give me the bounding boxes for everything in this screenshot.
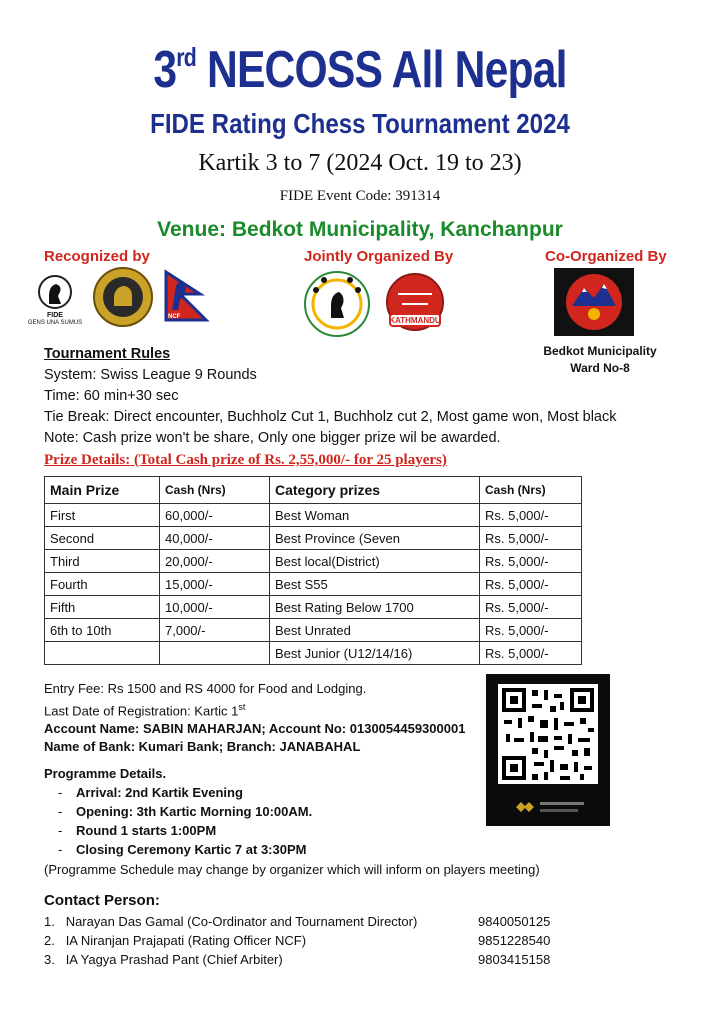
recognized-by-label: Recognized by [44, 248, 150, 265]
main-prize-cell: Fourth [45, 573, 160, 596]
table-row [45, 527, 582, 550]
contact-number: 3. [44, 952, 55, 967]
rules-system: System: Swiss League 9 Rounds [44, 367, 257, 383]
category-cell: Best Province (Seven [270, 527, 480, 550]
category-cell: Best Unrated [270, 619, 480, 642]
main-prize-cell: Fifth [45, 596, 160, 619]
category-cell: Best Rating Below 1700 [270, 596, 480, 619]
co-organizer-name-line1: Bedkot Municipality [543, 344, 657, 358]
bedkot-municipality-emblem [554, 268, 634, 336]
rules-time: Time: 60 min+30 sec [44, 388, 179, 404]
necoss-logo [298, 268, 376, 340]
main-cash-cell: 7,000/- [160, 619, 270, 642]
schedule-note: (Programme Schedule may change by organizer which will inform on players meeting) [44, 862, 540, 877]
kathmandu-chess-logo [384, 272, 446, 338]
fide-motto: GENS UNA SUMUS [27, 320, 83, 324]
category-cell: Best Woman [270, 504, 480, 527]
last-date-suffix: st [238, 702, 246, 712]
rules-tiebreak: Tie Break: Direct encounter, Buchholz Cut 1, Buchholz cut 2, Most game won, Most black [44, 409, 617, 425]
category-cell: Best Junior (U12/14/16) [270, 642, 480, 665]
last-date [44, 698, 465, 720]
title-edition: 3 [153, 41, 177, 99]
contact-name: IA Yagya Prashad Pant (Chief Arbiter) [65, 952, 283, 967]
account-details: Account Name: SABIN MAHARJAN; Account No: 0130054459300001 [44, 721, 466, 737]
contact-phone: 9851228540 [478, 933, 551, 948]
header-cash: Cash (Nrs) [160, 477, 270, 504]
fide-logo [20, 274, 90, 324]
programme-heading: Programme Details. [44, 766, 167, 781]
category-cash-cell: Rs. 5,000/- [480, 504, 582, 527]
venue: Venue: Bedkot Municipality, Kanchanpur [157, 218, 563, 241]
bank-logo-icon [512, 798, 592, 816]
main-cash-cell: 60,000/- [160, 504, 270, 527]
main-cash-cell: 40,000/- [160, 527, 270, 550]
programme-item: - Arrival: 2nd Kartik Evening [58, 783, 312, 802]
prize-table-header [45, 477, 582, 504]
ncf-logo [156, 266, 216, 326]
programme-item: - Closing Ceremony Kartic 7 at 3:30PM [58, 840, 312, 859]
prize-heading-total: (Total Cash prize of Rs. 2,55,000/- for 25 players) [130, 452, 447, 468]
event-code: FIDE Event Code: 391314 [279, 188, 441, 204]
programme-item: - Round 1 starts 1:00PM [58, 821, 312, 840]
table-row [45, 642, 582, 665]
main-prize-cell: Third [45, 550, 160, 573]
contact-name: IA Niranjan Prajapati (Rating Officer NCF) [65, 933, 307, 948]
category-cash-cell: Rs. 5,000/- [480, 573, 582, 596]
co-organizer-name-line2: Ward No-8 [570, 361, 630, 375]
main-prize-cell: Second [45, 527, 160, 550]
prize-heading-label: Prize Details: [44, 452, 131, 468]
programme-item: - Opening: 3th Kartic Morning 10:00AM. [58, 802, 312, 821]
contact-list [44, 912, 564, 969]
contact-name: Narayan Das Gamal (Co-Ordinator and Tournament Director) [65, 914, 418, 929]
main-cash-cell: 15,000/- [160, 573, 270, 596]
registration-info [44, 680, 465, 756]
table-row [45, 504, 582, 527]
category-cell: Best S55 [270, 573, 480, 596]
kathmandu-logo-text: KATHMANDU [389, 316, 441, 325]
fide-logo-text: FIDE [47, 312, 63, 319]
entry-fee: Entry Fee: Rs 1500 and RS 4000 for Food and Lodging. [44, 681, 367, 696]
contact-phone: 9840050125 [478, 914, 551, 929]
last-date-text: Last Date of Registration: Kartic 1 [44, 703, 239, 719]
prize-heading [44, 452, 447, 469]
main-prize-cell [45, 642, 160, 665]
main-prize-cell: First [45, 504, 160, 527]
category-cash-cell: Rs. 5,000/- [480, 527, 582, 550]
main-cash-cell: 10,000/- [160, 596, 270, 619]
table-row [45, 573, 582, 596]
title-rest: NECOSS All Nepal [206, 41, 567, 99]
main-prize-cell: 6th to 10th [45, 619, 160, 642]
main-title [65, 40, 655, 100]
list-item [44, 912, 564, 931]
contact-number: 2. [44, 933, 55, 948]
category-cell: Best local(District) [270, 550, 480, 573]
header-main-prize: Main Prize [45, 477, 160, 504]
qr-code [498, 684, 598, 784]
bank-details: Name of Bank: Kumari Bank; Branch: JANABAHAL [44, 739, 361, 755]
programme-details [44, 764, 312, 859]
main-cash-cell [160, 642, 270, 665]
table-row [45, 550, 582, 573]
tournament-dates: Kartik 3 to 7 (2024 Oct. 19 to 23) [198, 150, 522, 176]
header-category-cash: Cash (Nrs) [480, 477, 582, 504]
category-cash-cell: Rs. 5,000/- [480, 642, 582, 665]
co-organized-label: Co-Organized By [545, 248, 667, 265]
asian-chess-federation-logo [92, 266, 154, 328]
contact-number: 1. [44, 914, 55, 929]
title-edition-suffix: rd [176, 42, 196, 72]
contact-heading: Contact Person: [44, 892, 160, 909]
category-cash-cell: Rs. 5,000/- [480, 596, 582, 619]
header-category-prizes: Category prizes [270, 477, 480, 504]
rules-note: Note: Cash prize won't be share, Only one bigger prize wil be awarded. [44, 430, 501, 446]
contact-phone: 9803415158 [478, 952, 551, 967]
subtitle: FIDE Rating Chess Tournament 2024 [150, 108, 570, 139]
table-row [45, 619, 582, 642]
rules-heading: Tournament Rules [44, 346, 171, 362]
ncf-logo-text: NCF [168, 314, 181, 320]
tournament-rules [44, 344, 616, 449]
main-cash-cell: 20,000/- [160, 550, 270, 573]
prize-table [44, 476, 582, 665]
list-item [44, 931, 564, 950]
jointly-organized-label: Jointly Organized By [304, 248, 454, 265]
category-cash-cell: Rs. 5,000/- [480, 619, 582, 642]
list-item [44, 950, 564, 969]
category-cash-cell: Rs. 5,000/- [480, 550, 582, 573]
table-row [45, 596, 582, 619]
